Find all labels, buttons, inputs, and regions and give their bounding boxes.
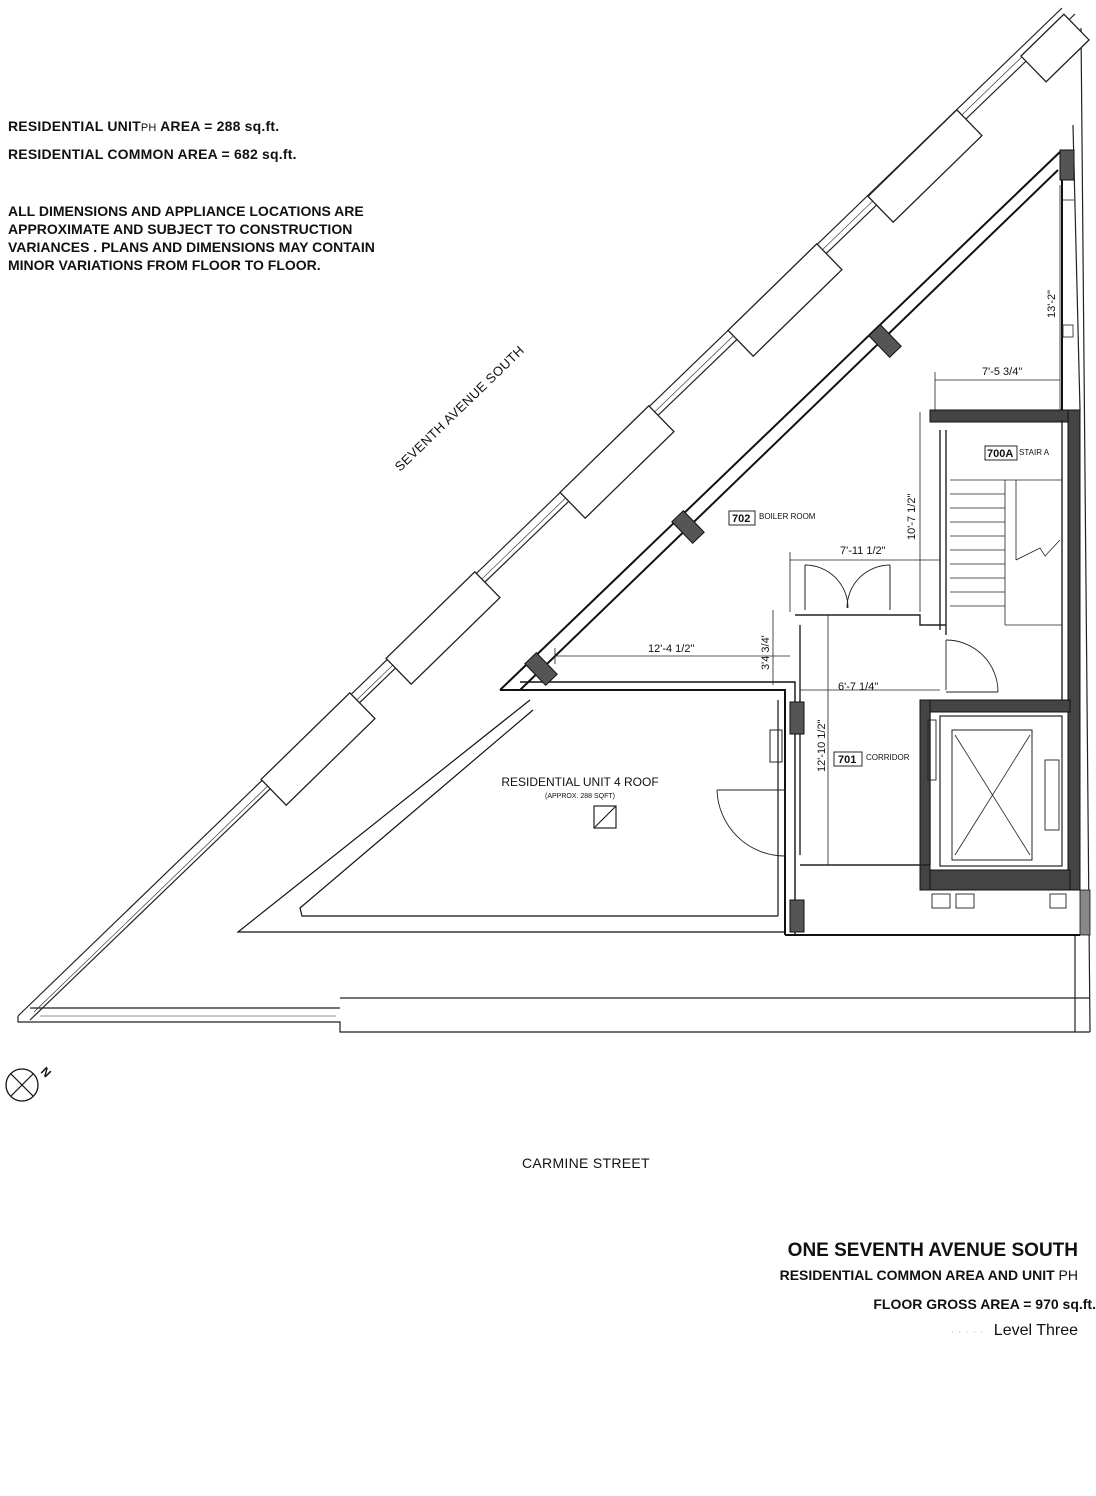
dim-7-5-label: 7'-5 3/4"	[982, 366, 1023, 378]
roof-wall-top-inner	[520, 682, 795, 935]
dim-7-11-label: 7'-11 1/2"	[840, 545, 886, 557]
dim-12-4-label: 12'-4 1/2"	[648, 643, 695, 655]
north-label: N	[37, 1064, 54, 1081]
unit-area-note: RESIDENTIAL UNITPH AREA = 288 sq.ft.	[8, 118, 280, 134]
door-swing	[946, 640, 998, 692]
core-wall-right	[1068, 410, 1080, 890]
column	[790, 702, 804, 734]
core-wall-mid	[920, 700, 1070, 712]
disclaimer-line: APPROXIMATE AND SUBJECT TO CONSTRUCTION	[8, 221, 353, 237]
common-area-note: RESIDENTIAL COMMON AREA = 682 sq.ft.	[8, 146, 297, 162]
roof-label: RESIDENTIAL UNIT 4 ROOF	[501, 775, 659, 789]
room-number-700a: 700A	[987, 448, 1014, 460]
carmine-street-label: CARMINE STREET	[522, 1155, 650, 1171]
disclaimer-line: MINOR VARIATIONS FROM FLOOR TO FLOOR.	[8, 257, 321, 273]
dim-6-7-label: 6'-7 1/4"	[838, 681, 879, 693]
glazing-panel	[1021, 14, 1089, 82]
disclaimer-line: VARIANCES . PLANS AND DIMENSIONS MAY CONTAIN	[8, 239, 375, 255]
room-name-boiler: BOILER ROOM	[759, 512, 816, 521]
equipment-box	[932, 894, 950, 908]
corridor-wall-top	[795, 615, 946, 625]
core-wall-top	[930, 410, 1080, 422]
elevator-counterweight	[1045, 760, 1059, 830]
roof-inner-outline	[300, 710, 778, 916]
roof-drain-icon-slash	[594, 806, 616, 828]
title-block-level: · · · · · Level Three	[950, 1322, 1078, 1339]
erased-text: · · · · ·	[950, 1324, 984, 1338]
elevator-shaft	[940, 716, 1062, 866]
title-block-title: ONE SEVENTH AVENUE SOUTH	[787, 1240, 1078, 1261]
door-swing	[805, 565, 848, 608]
inner-wall-diagonal-2	[520, 170, 1058, 690]
glazing-panel	[728, 244, 842, 356]
dim-3-4-label: 3'4 3/4'	[760, 635, 772, 670]
panel-box	[1063, 325, 1073, 337]
glazing-panel	[261, 693, 375, 805]
dim-13-2-label: 13'-2"	[1046, 289, 1058, 318]
door-swing	[847, 565, 890, 608]
core-wall-bottom	[920, 870, 1070, 890]
glazing-panel	[868, 110, 982, 222]
column	[869, 325, 901, 358]
disclaimer-line: ALL DIMENSIONS AND APPLIANCE LOCATIONS ARE	[8, 203, 364, 219]
bottom-edge	[18, 1016, 1090, 1032]
equipment-box	[1050, 894, 1066, 908]
stair-break-line	[1016, 540, 1060, 560]
title-block-gross-area: FLOOR GROSS AREA = 970 sq.ft.	[873, 1296, 1096, 1312]
dim-12-10-label: 12'-10 1/2"	[816, 719, 828, 772]
column	[790, 900, 804, 932]
title-block-subtitle: RESIDENTIAL COMMON AREA AND UNIT PH	[779, 1267, 1078, 1283]
column	[1060, 150, 1074, 180]
room-name-corridor: CORRIDOR	[866, 753, 910, 762]
glazing-panel	[386, 572, 500, 684]
room-number-701: 701	[838, 754, 857, 766]
roof-access-hatch	[770, 730, 782, 762]
door-swing	[717, 790, 785, 856]
seventh-avenue-label: SEVENTH AVENUE SOUTH	[391, 342, 528, 475]
glazing-panel	[560, 406, 674, 518]
hatched-column	[1080, 890, 1090, 935]
dim-10-7-label: 10'-7 1/2"	[906, 493, 918, 540]
roof-sublabel: (APPROX. 288 SQFT)	[544, 793, 616, 800]
room-number-702: 702	[732, 513, 751, 525]
room-name-stair: STAIR A	[1019, 448, 1050, 457]
right-edge	[1081, 28, 1090, 1032]
core-wall-left	[920, 700, 930, 890]
north-arrow-icon	[6, 1064, 54, 1101]
equipment-box	[956, 894, 974, 908]
roof-wall-top	[500, 690, 785, 935]
